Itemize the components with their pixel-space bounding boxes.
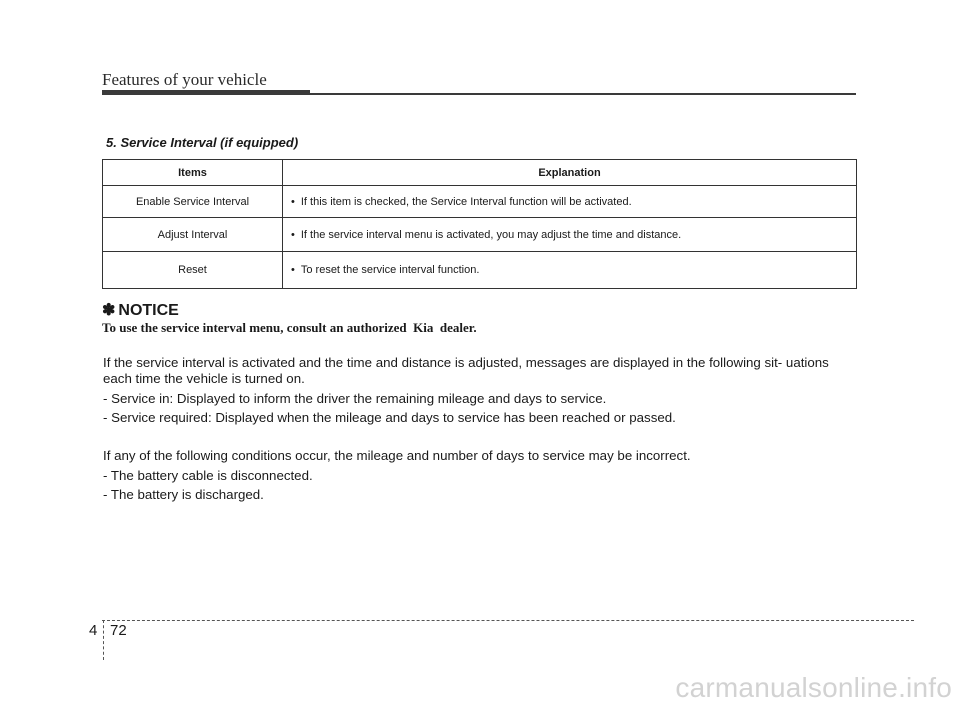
watermark: carmanualsonline.info <box>675 672 952 703</box>
explanation-text: If the service interval menu is activated, you may adjust the time and distance. <box>300 228 682 241</box>
list-item-service-required: - Service required: Displayed when the mileage and days to service has been reached or passed. <box>103 410 676 425</box>
table-row <box>103 186 857 218</box>
body-paragraph-conditions: If any of the following conditions occur, the mileage and number of days to service may be incorrect. <box>103 448 691 463</box>
column-header-explanation: Explanation <box>283 160 857 186</box>
bullet-icon: • <box>291 195 295 208</box>
list-item-service-in: - Service in: Displayed to inform the driver the remaining mileage and days to service. <box>103 391 607 406</box>
body-paragraph-activation: If the service interval is activated and the time and distance is adjusted, messages are displayed in the following sit- uations each time the vehicle is turned on. <box>103 355 829 386</box>
footer-rule-horizontal <box>102 620 914 621</box>
service-interval-table <box>102 159 857 289</box>
item-cell: Reset <box>103 252 283 289</box>
page-number: 72 <box>110 622 127 639</box>
bullet-icon: • <box>291 228 295 241</box>
chapter-number: 4 <box>89 622 98 639</box>
column-header-items: Items <box>103 160 283 186</box>
bullet-icon: • <box>291 264 295 276</box>
section-heading: 5. Service Interval (if equipped) <box>106 135 299 150</box>
explanation-cell <box>283 218 857 252</box>
table-row <box>103 252 857 289</box>
explanation-text: If this item is checked, the Service Interval function will be activated. <box>300 195 632 208</box>
notice-heading <box>102 300 179 320</box>
header-rule-thick <box>102 90 310 95</box>
footer-rule-vertical <box>103 620 104 660</box>
explanation-text: To reset the service interval function. <box>300 264 480 276</box>
list-item-battery-discharged: - The battery is discharged. <box>103 487 264 502</box>
page-header-title: Features of your vehicle <box>102 70 267 89</box>
explanation-cell <box>283 186 857 218</box>
list-item-battery-cable: - The battery cable is disconnected. <box>103 468 313 483</box>
table-row <box>103 218 857 252</box>
notice-heading-text: NOTICE <box>118 302 179 319</box>
notice-text: To use the service interval menu, consult an authorized Kia dealer. <box>102 320 477 335</box>
header-rule-thin <box>310 93 856 95</box>
item-cell: Adjust Interval <box>103 218 283 252</box>
item-cell: Enable Service Interval <box>103 186 283 218</box>
notice-star-icon: ✽ <box>102 302 116 319</box>
table-header-row <box>103 160 857 186</box>
explanation-cell <box>283 252 857 289</box>
